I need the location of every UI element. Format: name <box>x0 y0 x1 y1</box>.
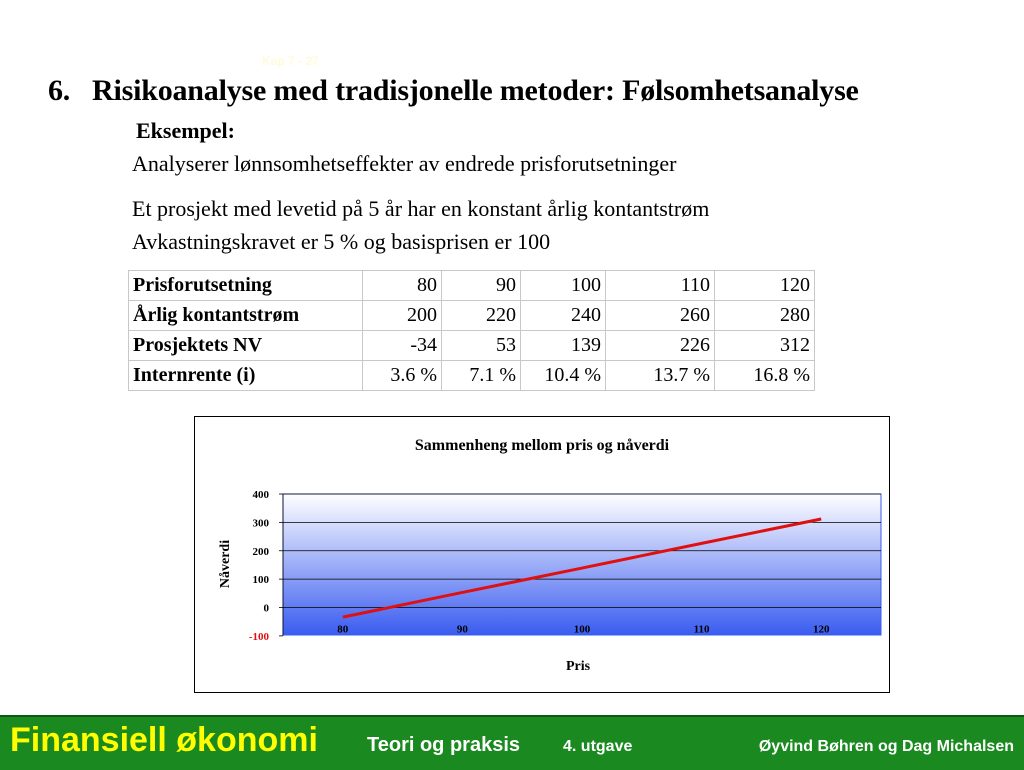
table-cell: 16.8 % <box>715 361 815 391</box>
footer-edition: 4. utgave <box>563 738 633 755</box>
slide-number-label: Kap 7 - 27 <box>262 54 319 68</box>
table-cell: 139 <box>521 331 606 361</box>
table-cell: 53 <box>442 331 521 361</box>
table-cell: 312 <box>715 331 815 361</box>
y-tick-label: 100 <box>252 574 269 587</box>
example-line-3: Avkastningskravet er 5 % og basisprisen er 100 <box>132 229 551 254</box>
x-tick-label: 90 <box>456 623 468 636</box>
table-cell: 280 <box>715 301 815 331</box>
x-axis-label: Pris <box>565 659 591 674</box>
table-cell: 260 <box>606 301 715 331</box>
footer-banner <box>0 715 1024 770</box>
table-cell: 110 <box>606 271 715 301</box>
row-label: Prosjektets NV <box>129 331 363 361</box>
y-tick-label: 0 <box>263 602 269 615</box>
title-number: 6. <box>48 74 71 107</box>
table-cell: 240 <box>521 301 606 331</box>
table-row <box>129 361 815 391</box>
price-npv-chart <box>195 417 889 692</box>
table-cell: 100 <box>521 271 606 301</box>
table-cell: 220 <box>442 301 521 331</box>
table-cell: 7.1 % <box>442 361 521 391</box>
footer-brand: Finansiell økonomi <box>10 721 318 759</box>
y-axis-label: Nåverdi <box>218 539 233 589</box>
table-cell: 10.4 % <box>521 361 606 391</box>
y-tick-label: -100 <box>248 630 269 643</box>
plot-area <box>283 494 881 635</box>
row-label: Internrente (i) <box>129 361 363 391</box>
example-line-1: Analyserer lønnsomhetseffekter av endrede prisforutsetninger <box>132 151 677 176</box>
table-cell: 3.6 % <box>363 361 442 391</box>
example-line-2: Et prosjekt med levetid på 5 år har en konstant årlig kontantstrøm <box>132 196 710 221</box>
y-tick-label: 300 <box>252 517 269 530</box>
x-tick-label: 80 <box>337 623 349 636</box>
example-heading: Eksempel: <box>136 118 235 143</box>
table-row <box>129 271 815 301</box>
chart-title: Sammenheng mellom pris og nåverdi <box>414 437 670 454</box>
table-cell: -34 <box>363 331 442 361</box>
y-tick-label: 400 <box>252 489 269 501</box>
table-row <box>129 331 815 361</box>
row-label: Årlig kontantstrøm <box>129 301 363 331</box>
table-cell: 90 <box>442 271 521 301</box>
table-row <box>129 301 815 331</box>
x-tick-label: 120 <box>812 623 830 636</box>
table-cell: 13.7 % <box>606 361 715 391</box>
footer-authors: Øyvind Bøhren og Dag Michalsen <box>758 738 1014 755</box>
table-cell: 226 <box>606 331 715 361</box>
table-cell: 200 <box>363 301 442 331</box>
title-text: Risikoanalyse med tradisjonelle metoder: Følsomhetsanalyse <box>92 74 859 107</box>
row-label: Prisforutsetning <box>129 271 363 301</box>
table-cell: 80 <box>363 271 442 301</box>
footer-subtitle: Teori og praksis <box>367 734 521 756</box>
slide-title <box>48 74 859 108</box>
sensitivity-table <box>128 270 815 391</box>
x-tick-label: 110 <box>693 623 710 636</box>
x-tick-label: 100 <box>573 623 591 636</box>
chart-frame <box>194 416 890 693</box>
y-tick-label: 200 <box>252 545 269 558</box>
table-cell: 120 <box>715 271 815 301</box>
